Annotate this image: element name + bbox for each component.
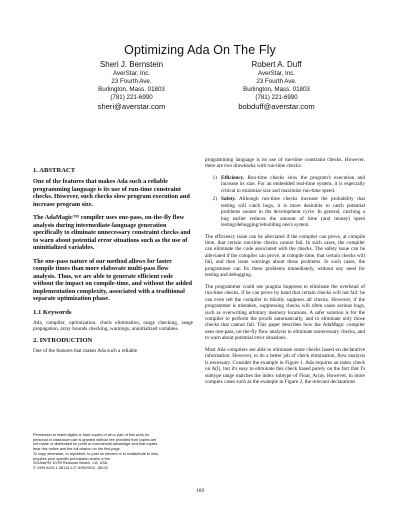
footnote-line: personal or classroom use is granted without fee provided that copies are (33, 437, 157, 442)
list-number: 2) (212, 196, 217, 203)
keywords-heading: 1.1 Keywords (33, 308, 72, 316)
page-number: 169 (195, 488, 205, 494)
paper-title: Optimizing Ada On The Fly (124, 43, 276, 57)
footnote-line: requires prior specific permission and/or a fee. (33, 456, 111, 461)
copyright-footnote (33, 433, 193, 471)
footnote-line: bear this notice and the full citation on the first page. (33, 447, 121, 452)
list-term: Efficiency. (221, 174, 245, 181)
keywords-text: Ada, compiler, optimization, check elimination, range checking, range propagation, array bounds checking, warnings, uninitialized variables. (33, 319, 193, 332)
author-name: Robert A. Duff (251, 60, 302, 69)
author-email: bobduff@averstar.com (238, 102, 315, 111)
footnote-line: © 1999 ACM 1-58113-127-5/99/0010...$5.00 (33, 465, 108, 470)
author-street: 23 Fourth Ave. (256, 78, 297, 85)
abstract-paragraph-3: The one-pass nature of our method allows for faster compile times than more elaborate multi-pass flow analysis. Thus, we are able to generate efficient code without the impact on compile-time, and without the added implementation complexity, associated with a traditional separate optimization phase. (33, 257, 192, 302)
list-text: Although run-time checks increase the probability that testing will catch bugs, it is more desirable to catch potential problems sooner in the development cycle. In general, catching a bug earlier reduces the amount of time (and money) spent testing/debugging/rebuilding one's system. (221, 196, 365, 229)
footnote-line: Permission to make digital or hard copies of all or part of this work for (33, 433, 150, 437)
introduction-heading: 2. INTRODUCTION (33, 337, 93, 345)
author-email: sheri@averstar.com (97, 102, 166, 111)
body-paragraph-3: The programmer could use pragma Suppress to eliminate the overhead of run-time checks, if he can prove by hand that certain checks will not fail; he can even tell the compiler to blindly suppress all checks. However, if the programmer is mistaken, suppressing checks will often cause serious bugs, such as overwriting arbitrary memory locations. A safer solution is for the compiler to perform the proofs automatically, and to eliminate only those checks that cannot fail. This paper describes how the AdaMagic compiler uses one-pass, on-the-fly flow analysis to eliminate unnecessary checks, and to warn about potential error situations. (205, 283, 365, 342)
author-city: Burlington, Mass. 01803 (98, 86, 165, 93)
body-paragraph-4: Most Ada compilers are able to eliminate some checks based on declarative information. However, to do a better job of check elimination, flow analysis is necessary. Consider the example in Figure 1. Ada requires an index check on A(I), but it's easy to eliminate this check based purely on the fact that I's subtype range matches the index subtype of Float_Array. However, in more complex cases such as the example in Figure 2, the relevant declarations (205, 346, 365, 386)
author-phone: (781) 221-6990 (110, 94, 153, 101)
author-org: AverStar, Inc. (257, 70, 296, 77)
list-number: 1) (212, 174, 217, 181)
author-phone: (781) 221-6990 (255, 94, 298, 101)
abstract-paragraph-1: One of the features that makes Ada such a reliable programming language is its use of run-time constraint checks. However, such checks slow program execution and increase program size. (33, 178, 190, 208)
introduction-paragraph: One of the features that makes Ada such a reliable (33, 348, 138, 355)
abstract-heading: 1. ABSTRACT (33, 167, 76, 174)
body-paragraph-2: The efficiency issue can be alleviated if the compiler can prove, at compile time, that certain run-time checks cannot fail. In such cases, the compiler can eliminate the code associated with the checks. The safety issue can be alleviated if the compiler can prove, at compile time, that certain checks will fail, and then issue warnings about these problems. In such cases, the programmer can fix these problems immediately, without any need for testing and debugging. (205, 233, 365, 279)
abstract-paragraph-2: The AdaMagic™ compiler uses one-pass, on-the-fly flow analysis during intermediate-language generation specifically to eliminate unnecessary constraint checks and to warn about potential error situations such as the use of uninitialized variables. (33, 214, 191, 251)
drawback-list (205, 175, 365, 229)
list-term: Safety. (221, 196, 236, 203)
author-2 (209, 60, 344, 112)
author-1 (64, 60, 199, 112)
author-street: 23 Fourth Ave. (111, 78, 152, 85)
list-item (205, 175, 365, 194)
right-column (205, 157, 365, 391)
footnote-line: not made or distributed for profit or commercial advantage and that copies (33, 442, 158, 447)
footnote-line: To copy otherwise, to republish, to post on servers or to redistribute to lists, (33, 451, 159, 456)
author-name: Sheri J. Bernstein (99, 60, 164, 69)
list-item (205, 196, 365, 228)
author-block (64, 60, 344, 112)
body-paragraph-1: programming language is its use of run-time constraint checks. However, there are two drawbacks with run-time checks: (205, 157, 365, 170)
list-text: Run-time checks slow the program's execution and increase its size. For an embedded real-time system, it is especially critical to minimize size and maximize run-time speed. (221, 174, 365, 194)
author-city: Burlington, Mass. 01803 (243, 86, 310, 93)
author-org: AverStar, Inc. (112, 70, 151, 77)
footnote-line: SIGAda'99 10/99 Redondo Beach, CA, USA (33, 461, 108, 466)
left-column (33, 167, 193, 360)
